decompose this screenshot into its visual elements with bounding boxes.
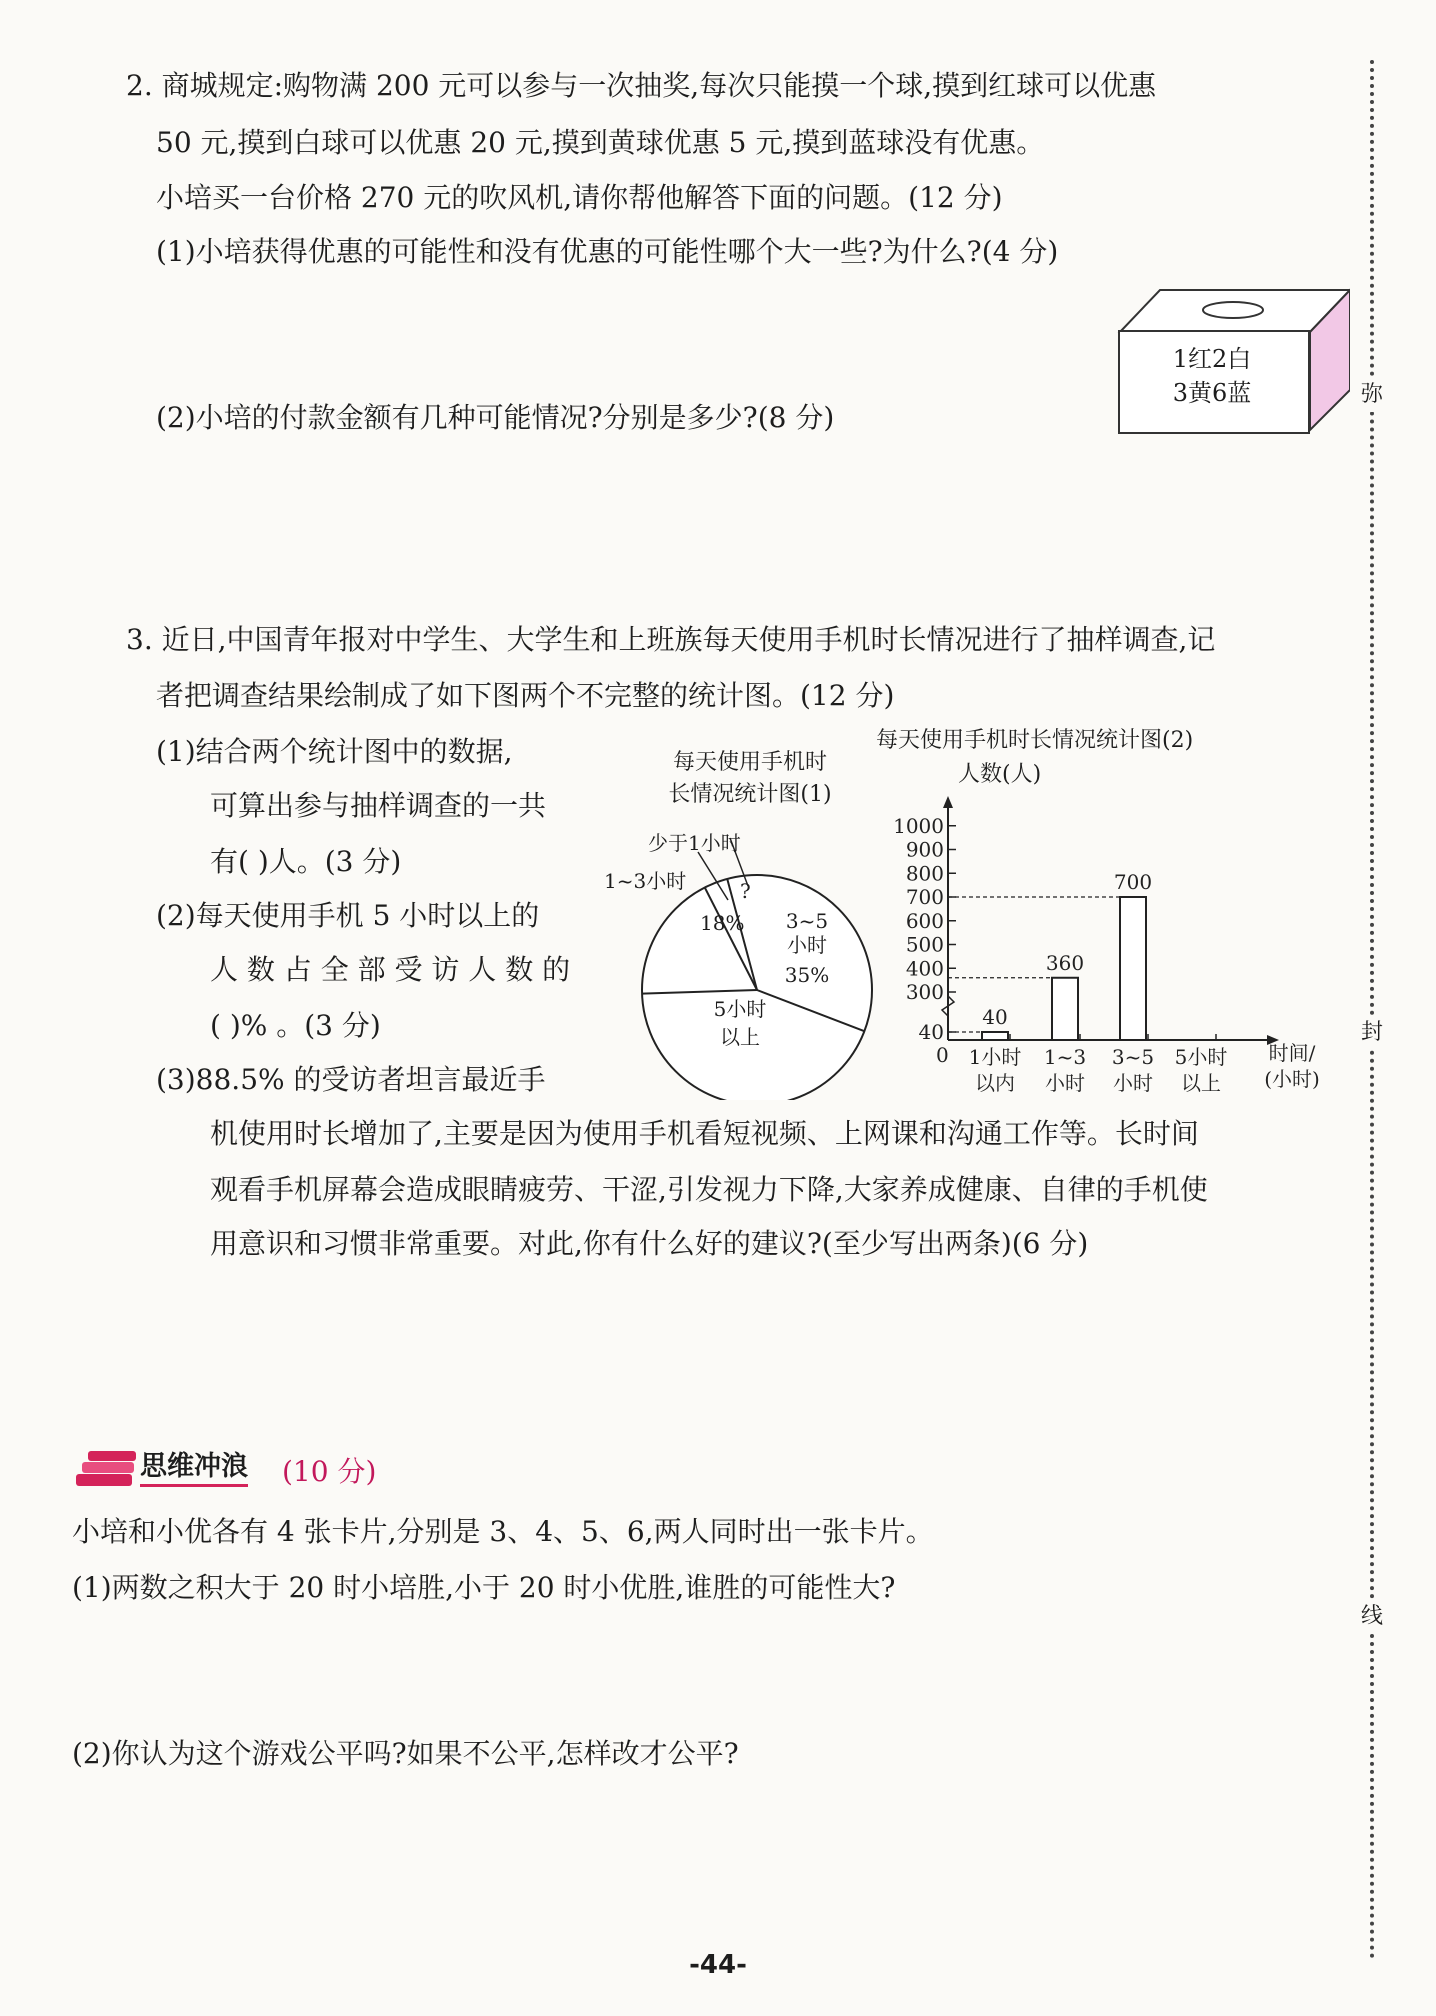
pie-value-lt1: ? bbox=[740, 879, 751, 903]
bar-value-label-0: 40 bbox=[982, 1005, 1008, 1029]
bar-category-label2-0: 以内 bbox=[975, 1071, 1015, 1095]
pie-value-1to3: 18% bbox=[700, 911, 745, 935]
bar-ytick-label-8: 1000 bbox=[893, 813, 944, 838]
bar-chart bbox=[880, 770, 1340, 1130]
q3-sub3-d: 用意识和习惯非常重要。对此,你有什么好的建议?(至少写出两条)(6 分) bbox=[210, 1227, 1089, 1260]
q3-sub3-c: 观看手机屏幕会造成眼睛疲劳、干涩,引发视力下降,大家养成健康、自律的手机使 bbox=[210, 1173, 1208, 1206]
pie-label-gt5-l1: 5小时 bbox=[713, 997, 767, 1021]
q3-line1: 3. 近日,中国青年报对中学生、大学生和上班族每天使用手机时长情况进行了抽样调查,记 bbox=[126, 623, 1216, 656]
q3-sub3-b: 机使用时长增加了,主要是因为使用手机看短视频、上网课和沟通工作等。长时间 bbox=[210, 1117, 1199, 1150]
q3-line2: 者把调查结果绘制成了如下图两个不完整的统计图。(12 分) bbox=[156, 679, 895, 712]
bar-category-label-1: 1~3 bbox=[1043, 1045, 1087, 1069]
bar-category-label-2: 3~5 bbox=[1111, 1045, 1155, 1069]
bar-ytick-label-4: 600 bbox=[905, 908, 944, 933]
bar-2 bbox=[1120, 897, 1146, 1040]
pie-title-line2: 长情况统计图(1) bbox=[668, 782, 832, 807]
pie-title-line1: 每天使用手机时 bbox=[672, 750, 827, 775]
box-line1: 1红2白 bbox=[1172, 345, 1252, 373]
book-middle bbox=[82, 1462, 134, 1473]
bar-xlabel-1: 时间/ bbox=[1268, 1041, 1316, 1065]
box-slot bbox=[1203, 302, 1263, 318]
box-line2: 3黄6蓝 bbox=[1172, 379, 1252, 407]
q3-sub2-a: (2)每天使用手机 5 小时以上的 bbox=[156, 899, 540, 932]
bar-y-arrow bbox=[943, 796, 953, 808]
bar-ytick-label-3: 500 bbox=[905, 932, 944, 957]
book-top bbox=[88, 1451, 136, 1461]
binding-char-3: 线 bbox=[1355, 1600, 1389, 1634]
q2-line3: 小培买一台价格 270 元的吹风机,请你帮他解答下面的问题。(12 分) bbox=[156, 181, 1003, 214]
bar-category-label-0: 1小时 bbox=[968, 1045, 1022, 1069]
bar-1 bbox=[1052, 978, 1078, 1040]
bar-origin-label: 0 bbox=[936, 1043, 949, 1067]
pie-label-1to3: 1~3小时 bbox=[604, 869, 687, 893]
binding-char-1: 弥 bbox=[1355, 378, 1389, 412]
binding-dotted-line bbox=[1370, 60, 1374, 1960]
q2-sub1: (1)小培获得优惠的可能性和没有优惠的可能性哪个大一些?为什么?(4 分) bbox=[156, 235, 1059, 268]
bar-ytick-label-6: 800 bbox=[905, 861, 944, 886]
thinking-sub2: (2)你认为这个游戏公平吗?如果不公平,怎样改才公平? bbox=[72, 1737, 739, 1770]
bar-ytick-label-0: 40 bbox=[918, 1020, 944, 1044]
q3-sub3-a: (3)88.5% 的受访者坦言最近手 bbox=[156, 1063, 546, 1096]
box-contents bbox=[1118, 342, 1306, 410]
bar-ylabel: 人数(人) bbox=[958, 762, 1042, 787]
thinking-intro: 小培和小优各有 4 张卡片,分别是 3、4、5、6,两人同时出一张卡片。 bbox=[72, 1515, 934, 1548]
bar-title: 每天使用手机时长情况统计图(2) bbox=[876, 728, 1194, 753]
pie-label-gt5-l2: 以上 bbox=[720, 1025, 760, 1049]
pie-label-lt1: 少于1小时 bbox=[648, 831, 741, 855]
pie-chart bbox=[600, 820, 900, 1100]
bar-category-label2-3: 以上 bbox=[1181, 1071, 1221, 1095]
bar-value-label-1: 360 bbox=[1045, 950, 1085, 975]
bar-ytick-label-2: 400 bbox=[905, 956, 944, 981]
bar-ytick-label-1: 300 bbox=[905, 980, 944, 1004]
q3-sub2-b: 人 数 占 全 部 受 访 人 数 的 bbox=[210, 953, 571, 986]
q2-line1: 2. 商城规定:购物满 200 元可以参与一次抽奖,每次只能摸一个球,摸到红球可以优惠 bbox=[126, 69, 1157, 102]
pie-value-3to5: 35% bbox=[784, 963, 830, 987]
bar-ytick-label-7: 900 bbox=[905, 837, 944, 862]
q3-sub1-c: 有( )人。(3 分) bbox=[210, 845, 402, 878]
bar-ytick-label-5: 700 bbox=[905, 885, 944, 909]
q3-sub1-b: 可算出参与抽样调查的一共 bbox=[210, 789, 547, 822]
q2-sub2: (2)小培的付款金额有几种可能情况?分别是多少?(8 分) bbox=[156, 401, 835, 434]
q3-sub1-a: (1)结合两个统计图中的数据, bbox=[156, 735, 513, 768]
bar-0 bbox=[982, 1032, 1008, 1040]
bar-category-label2-1: 小时 bbox=[1045, 1071, 1085, 1095]
bar-value-label-2: 700 bbox=[1113, 870, 1153, 894]
bar-category-label-3: 5小时 bbox=[1174, 1045, 1228, 1069]
bar-xlabel-2: (小时) bbox=[1264, 1067, 1320, 1091]
pie-label-3to5-l1: 3~5 bbox=[785, 909, 829, 933]
pie-label-3to5-l2: 小时 bbox=[787, 933, 827, 957]
q3-sub2-c: ( )% 。(3 分) bbox=[210, 1009, 381, 1042]
thinking-score: (10 分) bbox=[282, 1455, 377, 1488]
thinking-sub1: (1)两数之积大于 20 时小培胜,小于 20 时小优胜,谁胜的可能性大? bbox=[72, 1571, 896, 1604]
bar-category-label2-2: 小时 bbox=[1113, 1071, 1153, 1095]
page-number: -44- bbox=[689, 1950, 747, 1980]
thinking-heading: 思维冲浪 bbox=[140, 1450, 248, 1487]
books-icon bbox=[72, 1446, 142, 1492]
binding-char-2: 封 bbox=[1355, 1016, 1389, 1050]
q2-line2: 50 元,摸到白球可以优惠 20 元,摸到黄球优惠 5 元,摸到蓝球没有优惠。 bbox=[156, 126, 1045, 159]
book-bottom bbox=[76, 1474, 132, 1486]
